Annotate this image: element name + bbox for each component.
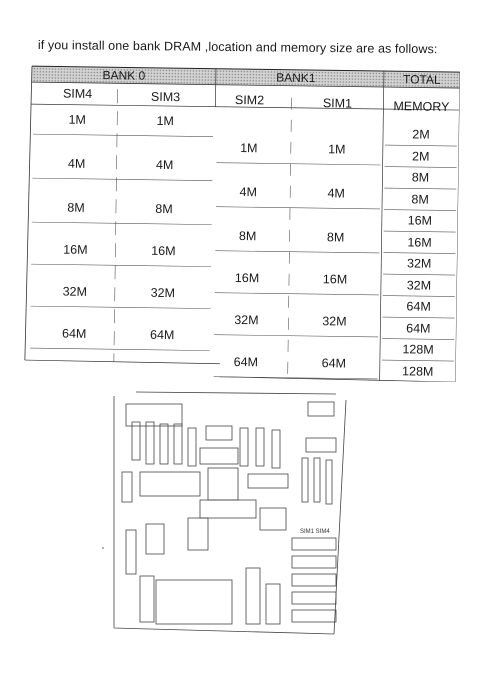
memory-table [20, 64, 460, 382]
bank1-cell: 32M [234, 312, 259, 328]
bank0-cell: 8M [67, 200, 85, 215]
total-memory-cell: 128M [402, 363, 434, 379]
total-memory-cell: 2M [411, 148, 430, 164]
column-header: SIM1 [322, 96, 353, 111]
total-memory-cell: 32M [406, 256, 432, 271]
intro-text: if you install one bank DRAM ,location and memory size are as follows: [37, 38, 438, 57]
board-label: SIM1 SIM4 [300, 529, 330, 535]
bank0-cell: 16M [151, 243, 176, 259]
bank1-cell: 64M [321, 356, 347, 371]
bank0-cell: 32M [62, 284, 88, 299]
column-header: SIM4 [62, 86, 93, 101]
bank1-cell: 4M [327, 186, 346, 201]
total-memory-cell: 64M [406, 299, 431, 314]
total-memory-cell: 64M [406, 320, 431, 336]
bank1-cell: 64M [233, 354, 259, 370]
bank0-cell: 1M [156, 113, 175, 129]
total-memory-cell: 2M [412, 127, 430, 142]
bank0-cell: 4M [155, 157, 174, 173]
bank1-cell: 8M [326, 230, 345, 245]
total-memory-cell: 16M [407, 213, 433, 228]
bank0-cell: 4M [67, 156, 86, 171]
total-memory-cell: 128M [402, 342, 434, 357]
group-header: BANK1 [276, 70, 316, 86]
bank1-cell: 32M [322, 314, 347, 329]
bank0-cell: 32M [150, 285, 176, 301]
bank0-cell: 16M [63, 242, 88, 257]
bank1-cell: 16M [322, 272, 348, 287]
board-layout-diagram [96, 388, 356, 644]
bank0-cell: 64M [61, 326, 87, 341]
bank1-cell: 16M [234, 270, 260, 286]
bank0-cell: 1M [68, 112, 87, 127]
bank0-cell: 64M [149, 327, 175, 343]
bank1-cell: 8M [238, 229, 257, 244]
bank1-cell: 1M [328, 142, 346, 157]
group-header: BANK 0 [102, 68, 146, 83]
total-memory-cell: 32M [406, 277, 432, 293]
total-memory-cell: 8M [411, 170, 430, 185]
bank0-cell: 8M [155, 201, 173, 217]
total-memory-cell: 8M [411, 191, 429, 207]
bank1-cell: 1M [240, 141, 258, 156]
column-header: SIM3 [150, 89, 181, 105]
column-header: MEMORY [393, 99, 450, 114]
bank1-cell: 4M [239, 185, 258, 200]
group-header: TOTAL [402, 72, 441, 87]
total-memory-cell: 16M [407, 234, 432, 250]
column-header: SIM2 [234, 92, 265, 108]
board-outline [114, 392, 346, 634]
board-components [102, 402, 336, 624]
